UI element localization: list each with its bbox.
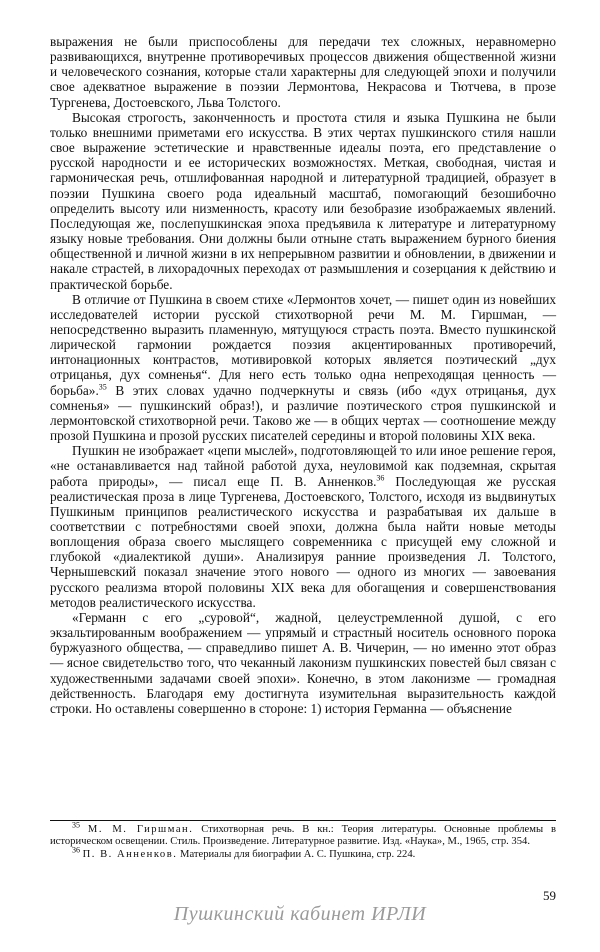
paragraph-5: «Германн с его „суровой“, жадной, целеустремленной душой, с его экзальтированным воображением — упрямый и страстный носитель основного порока буржуазного общества, — справедливо пишет А. В. Чичерин, — но именно этот образ — ясное свидетельство того, что чеканный лаконизм пушкинских повестей был связан с художественными задачами своей эпохи». Конечно, в этом лаконизме — громадная действенность. Благодаря ему достигнута изумительная выразительность каждой строки. Но оставлены совершенно в стороне: 1) история Германна — объяснение — [50, 609, 556, 716]
footnote-ref-35: 35 — [98, 382, 107, 392]
paragraph-4-continuation: Последующая же русская реалистическая проза в лице Тургенева, Достоевского, Толстого, исходя из выдвинутых Пушкиным принципов реалистического искусства и разрабатывая их дальше в соответствии с потребностями своей эпохи, должна была найти новые методы воплощения образа своего мыслящего современника с присущей ему сложной и глубокой «диалектикой души». Анализируя ранние произведения Л. Толстого, Чернышевский показал значение этого нового — одного из многих — завоевания русского реализма второй половины XIX века для обогащения и совершенствования методов реалистического искусства. — [50, 473, 556, 610]
watermark: Пушкинский кабинет ИРЛИ — [173, 903, 427, 925]
footnote-36 — [50, 845, 556, 861]
footnote-35-text: Стихотворная речь. В кн.: Теория литературы. Основные проблемы в историческом освещении. Стиль. Произведение. Литературное развитие. Изд. «Наука», М., 1965, стр. 354. — [50, 824, 556, 848]
footnotes — [50, 820, 556, 861]
paragraph-4 — [50, 443, 556, 610]
footnote-ref-36: 36 — [376, 473, 385, 483]
footnote-36-text: Материалы для биографии А. С. Пушкина, стр. 224. — [177, 848, 416, 860]
paragraph-3 — [50, 292, 556, 444]
page-number: 59 — [543, 888, 556, 903]
paragraph-4-text: Пушкин не изображает «цепи мыслей», подготовляющей то или иное решение героя, «не останавливается над тайной работой духа, неуловимой как подземная, скрытая работа природы», — писал еще П. В. Анненков. — [50, 443, 556, 489]
paragraph-2: Высокая строгость, законченность и простота стиля и языка Пушкина не были только внешними приметами его искусства. В этих чертах пушкинского стиля нашли свое выражение эстетические и нравственные идеалы поэта, его представление о русской народности и ее исторических возможностях. Меткая, свободная, чистая и гармоническая речь, отшлифованная народной и литературной традицией, образует в поэзии Пушкина своего рода идеальный масштаб, помогающий безошибочно определить высоту или низменность, красоту или безобразие изображаемых явлений. Последующая же, послепушкинская эпоха предъявила к литературе и литературному языку новые требования. Они должны были отныне стать выражением бурного биения общественной и личной жизни в их непрерывном развитии и обновлении, в движении и накале страстей, в лихорадочных переходах от размышления и созерцания к действию и практической борьбе. — [50, 109, 556, 292]
footnote-35-number: 35 — [72, 820, 80, 830]
paragraph-1: выражения не были приспособлены для передачи тех сложных, неравномерно развивающихся, внутренне противоречивых процессов движения общественной жизни и человеческого сознания, которые стали характерны для следующей эпохи и получили свое адекватное выражение в поэзии Лермонтова, Некрасова и Тютчева, в прозе Тургенева, Достоевского, Льва Толстого. — [50, 34, 556, 110]
footnote-36-author: П. В. Анненков. — [82, 848, 178, 860]
paragraph-3-text: В отличие от Пушкина в своем стихе «Лермонтов хочет, — пишет один из новейших исследователей истории русской стихотворной речи М. М. Гиршман, — непосредственно выразить пламенную, мятущуюся страсть поэта. Вместо пушкинской лирической гармонии рождается поэзия акцентированных противоречий, интонационных контрастов, мотивировкой которых является поэтический „дух отрицанья, дух сомненья“. Для него есть только одна непреходящая ценность — борьба». — [50, 291, 556, 398]
footnote-35 — [50, 820, 556, 849]
footnote-36-number: 36 — [72, 845, 80, 855]
main-text — [50, 34, 556, 716]
paragraph-3-continuation: В этих словах удачно подчеркнуты и связь (ибо «дух отрицанья, дух сомненья» — пушкинский образ!), и различие поэтического строя пушкинской и лермонтовской стихотворной речи. Таково же — в общих чертах — соотношение между прозой Пушкина и прозой русских писателей середины и второй половины XIX века. — [50, 382, 556, 444]
footnote-35-author: М. М. Гиршман. — [87, 824, 194, 835]
